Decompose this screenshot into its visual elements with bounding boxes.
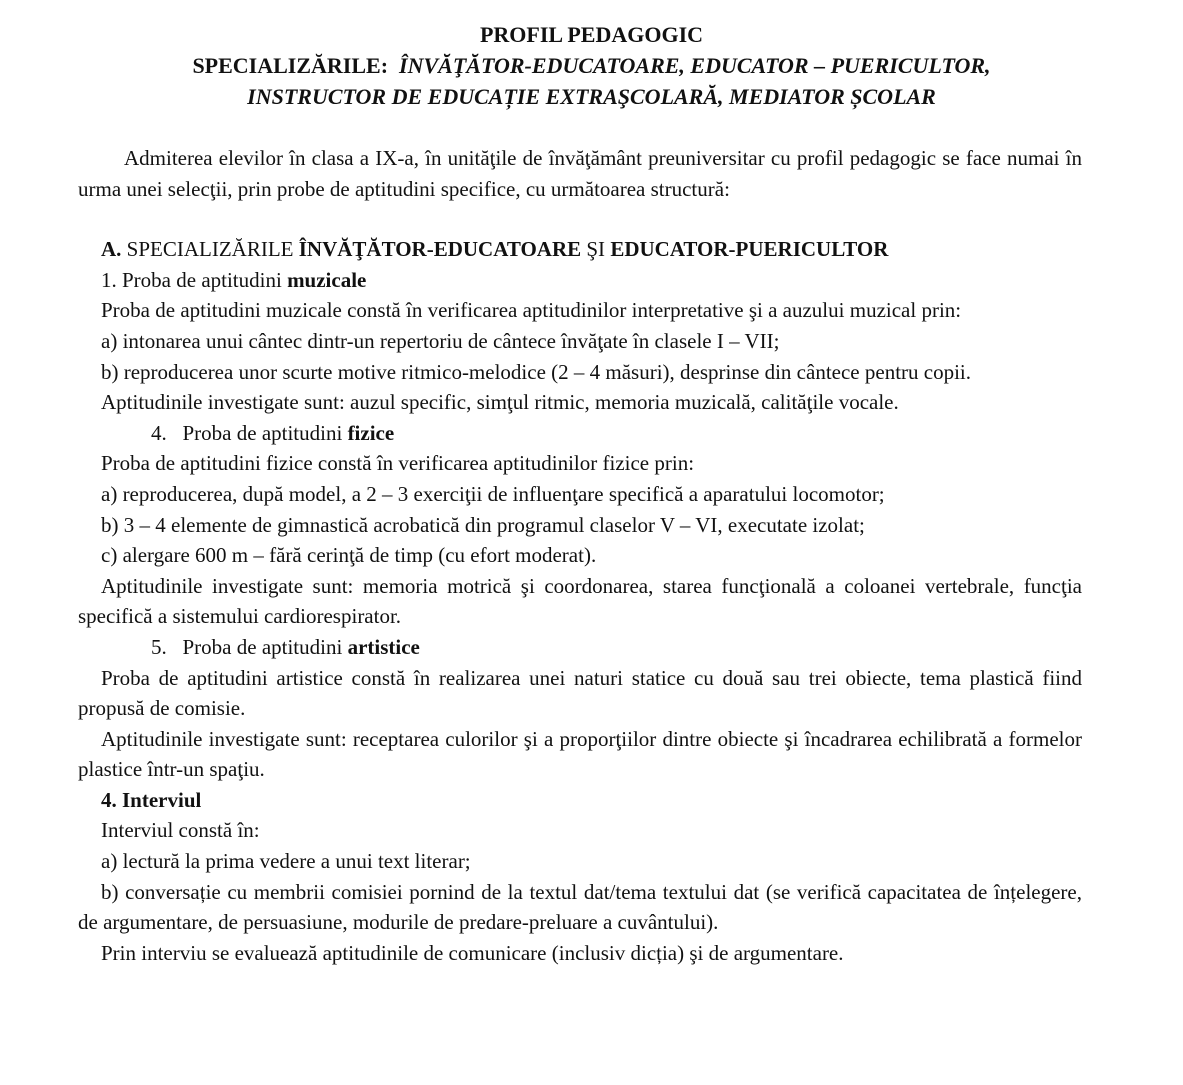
proba-artistice-title-prefix: 5. Proba de aptitudini bbox=[151, 634, 348, 659]
profile-title: PROFIL PEDAGOGIC bbox=[479, 22, 704, 47]
proba-fizice-title-bold: fizice bbox=[347, 420, 395, 445]
interviu-item-b: b) conversație cu membrii comisiei pornind de la textul dat/tema textului dat (se verifică capacitatea de înțelegere, de argumentare, de persuasiune, modurile de predare-preluare a cuvântului). bbox=[78, 879, 1082, 935]
document-body bbox=[78, 143, 1082, 968]
proba-artistice-title bbox=[78, 632, 1082, 663]
proba-muzicale-title-bold: muzicale bbox=[287, 267, 367, 292]
intro-paragraph: Admiterea elevilor în clasa a IX-a, în unităţile de învăţământ preuniversitar cu profil pedagogic se face numai în urma unei selecţii, prin probe de aptitudini specifice, cu următoarea structură: bbox=[78, 146, 1082, 201]
specializations-line-1 bbox=[0, 50, 1183, 81]
proba-muzicale-item-a: a) intonarea unui cântec dintr-un repertoriu de cântece învăţate în clasele I – VII; bbox=[101, 328, 780, 353]
proba-fizice-item-b: b) 3 – 4 elemente de gimnastică acrobatică din programul claselor V – VI, executate izolat; bbox=[101, 512, 865, 537]
interviu-desc: Interviul constă în: bbox=[101, 818, 260, 843]
proba-fizice-desc: Proba de aptitudini fizice constă în verificarea aptitudinilor fizice prin: bbox=[101, 451, 695, 476]
proba-fizice-item-a: a) reproducerea, după model, a 2 – 3 exerciţii de influenţare specifică a aparatului locomotor; bbox=[101, 481, 885, 506]
proba-fizice-title-prefix: 4. Proba de aptitudini bbox=[151, 420, 348, 445]
section-a-bold-1: ÎNVĂŢĂTOR-EDUCATOARE bbox=[298, 237, 582, 262]
specializations-line-2: INSTRUCTOR DE EDUCAȚIE EXTRAŞCOLARĂ, MEDIATOR ȘCOLAR bbox=[247, 84, 936, 109]
section-a-heading bbox=[78, 234, 1082, 265]
section-a-text-1: SPECIALIZĂRILE bbox=[121, 237, 299, 262]
proba-artistice-aptitudini: Aptitudinile investigate sunt: receptarea culorilor şi a proporţiilor dintre obiecte şi încadrarea echilibrată a formelor plastice într-un spaţiu. bbox=[78, 726, 1082, 782]
proba-muzicale-title bbox=[78, 265, 1082, 296]
proba-fizice-item-c: c) alergare 600 m – fără cerinţă de timp (cu efort moderat). bbox=[101, 543, 597, 568]
interviu-evaluare: Prin interviu se evaluează aptitudinile de comunicare (inclusiv dicția) şi de argumentare. bbox=[101, 940, 844, 965]
specializations-names-1: ÎNVĂŢĂTOR-EDUCATOARE, EDUCATOR – PUERICULTOR, bbox=[399, 53, 991, 78]
proba-muzicale-aptitudini: Aptitudinile investigate sunt: auzul specific, simţul ritmic, memoria muzicală, calităţile vocale. bbox=[101, 390, 899, 415]
interviu-item-a: a) lectură la prima vedere a unui text literar; bbox=[101, 849, 471, 874]
interviu-title: 4. Interviul bbox=[101, 787, 202, 812]
specializations-label: SPECIALIZĂRILE: bbox=[192, 53, 389, 78]
proba-muzicale-desc: Proba de aptitudini muzicale constă în verificarea aptitudinilor interpretative şi a auzului muzical prin: bbox=[101, 298, 962, 323]
section-a-bold-2: EDUCATOR-PUERICULTOR bbox=[610, 237, 889, 262]
section-a-text-2: ŞI bbox=[581, 237, 611, 262]
document-header bbox=[0, 19, 1183, 112]
proba-muzicale-item-b: b) reproducerea unor scurte motive ritmico-melodice (2 – 4 măsuri), desprinse din cântece pentru copii. bbox=[101, 359, 972, 384]
section-a-prefix: A. bbox=[101, 237, 122, 262]
proba-muzicale-title-prefix: 1. Proba de aptitudini bbox=[101, 267, 288, 292]
proba-artistice-desc: Proba de aptitudini artistice constă în realizarea unei naturi statice cu două sau trei obiecte, tema plastică fiind propusă de comisie. bbox=[78, 665, 1082, 721]
proba-artistice-title-bold: artistice bbox=[347, 634, 420, 659]
proba-fizice-title bbox=[78, 418, 1082, 449]
proba-fizice-aptitudini: Aptitudinile investigate sunt: memoria motrică şi coordonarea, starea funcţională a coloanei vertebrale, funcţia specifică a sistemului cardiorespirator. bbox=[78, 573, 1082, 629]
